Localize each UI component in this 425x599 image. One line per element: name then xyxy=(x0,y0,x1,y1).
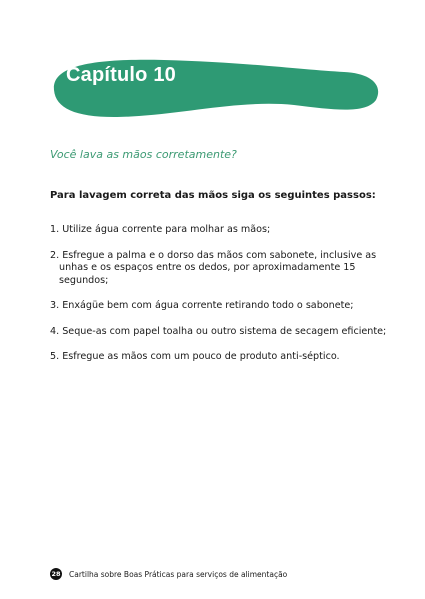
step-1: 1. Utilize água corrente para molhar as mãos; xyxy=(50,224,271,235)
step-2: 2. Esfregue a palma e o dorso das mãos com sabonete, inclusive as unhas e os espaços entre os dedos, por aproximadamente 15 segundos; xyxy=(50,249,377,286)
section-question: Você lava as mãos corretamente? xyxy=(50,148,237,161)
steps-list xyxy=(50,224,395,377)
step-4: 4. Seque-as com papel toalha ou outro sistema de secagem eficiente; xyxy=(50,325,387,337)
chapter-title: Capítulo 10 xyxy=(66,64,176,86)
step-3: 3. Enxágüe bem com água corrente retirando todo o sabonete; xyxy=(50,300,354,311)
page-footer xyxy=(50,568,287,580)
footer-text: Cartilha sobre Boas Práticas para serviços de alimentação xyxy=(69,569,288,579)
steps-intro: Para lavagem correta das mãos siga os seguintes passos: xyxy=(50,190,376,201)
step-5: 5. Esfregue as mãos com um pouco de produto anti-séptico. xyxy=(50,351,340,362)
chapter-banner xyxy=(44,50,384,122)
page-number-badge: 28 xyxy=(51,570,61,578)
